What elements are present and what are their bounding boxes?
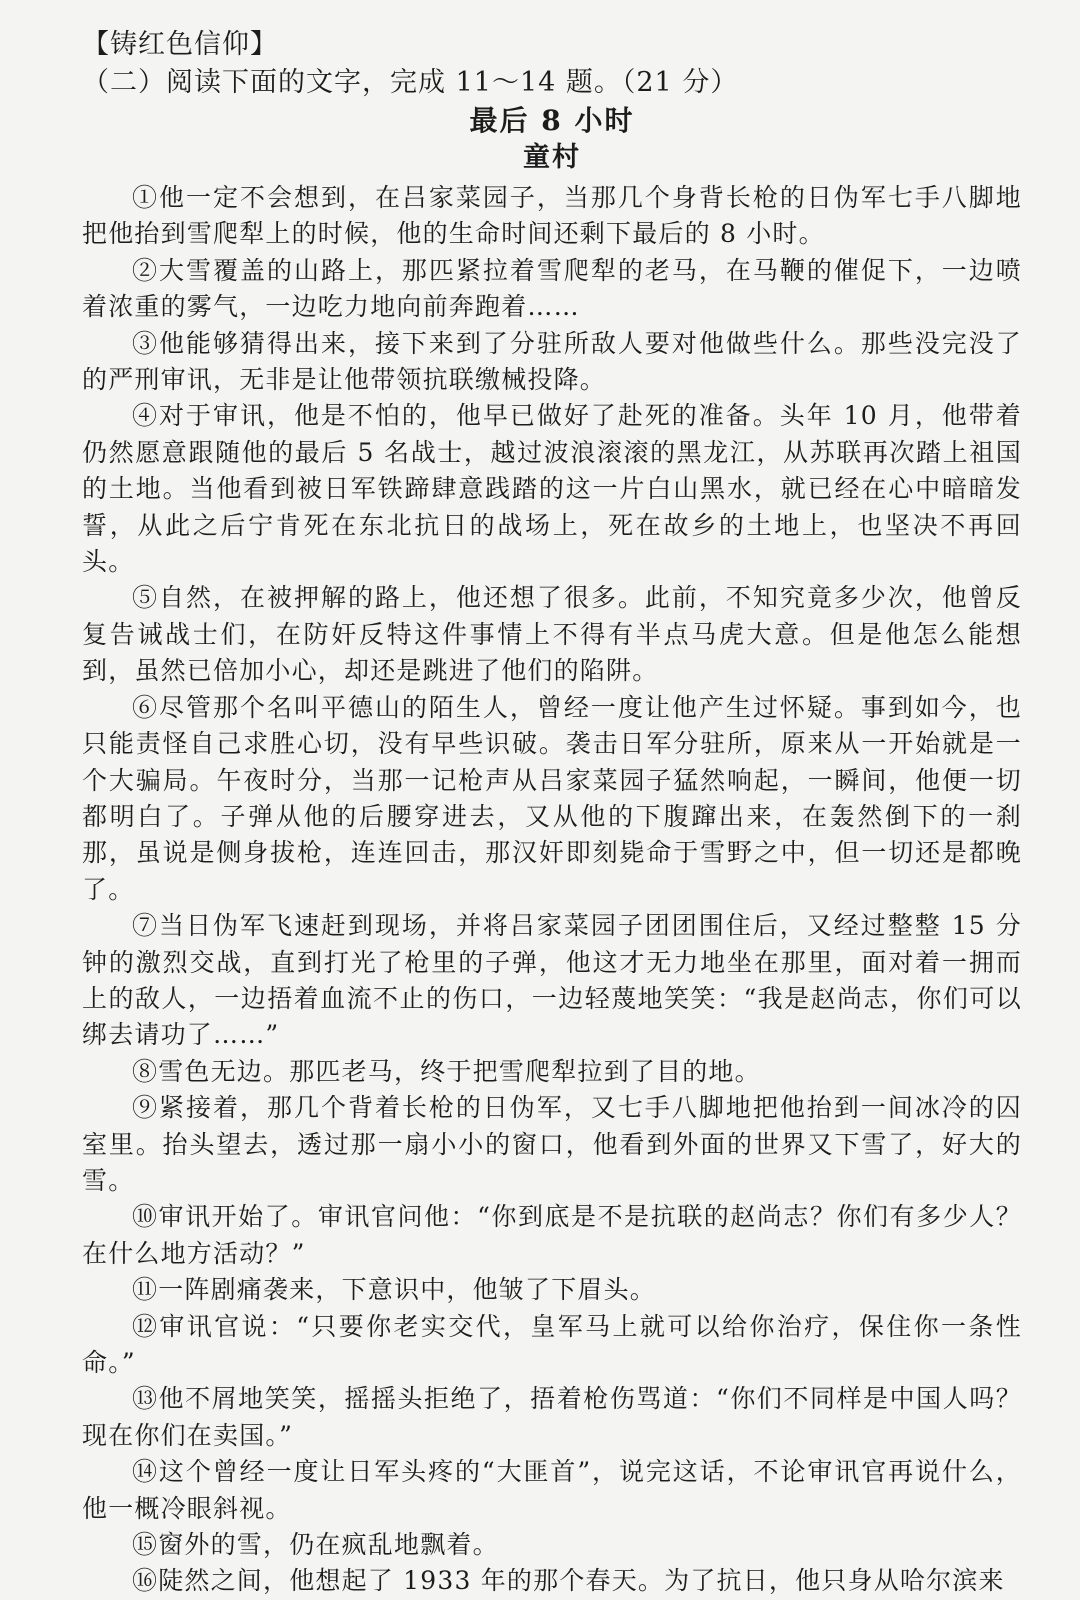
paragraph: ①他一定不会想到，在吕家菜园子，当那几个身背长枪的日伪军七手八脚地把他抬到雪爬犁上的时候，他的生命时间还剩下最后的 8 小时。 (82, 183, 1022, 249)
paragraph: ③他能够猜得出来，接下来到了分驻所敌人要对他做些什么。那些没完没了的严刑审讯，无非是让他带领抗联缴械投降。 (82, 328, 1022, 395)
paragraph: ⑪一阵剧痛袭来，下意识中，他皱了下眉头。 (132, 1275, 657, 1305)
paragraph: ⑭这个曾经一度让日军头疼的“大匪首”，说完这话，不论审讯官再说什么，他一概冷眼斜视。 (82, 1457, 1022, 1523)
paragraph: ⑨紧接着，那几个背着长枪的日伪军，又七手八脚地把他抬到一间冰冷的囚室里。抬头望去，透过那一扇小小的窗口，他看到外面的世界又下雪了，好大的雪。 (82, 1093, 1022, 1195)
paragraph: ⑫审讯官说：“只要你老实交代，皇军马上就可以给你治疗，保住你一条性命。” (82, 1311, 1022, 1377)
paragraph: ②大雪覆盖的山路上，那匹紧拉着雪爬犁的老马，在马鞭的催促下，一边喷着浓重的雾气，一边吃力地向前奔跑着…… (82, 255, 1022, 322)
article-title: 最后 8 小时 (469, 104, 635, 137)
paragraph: ⑤自然，在被押解的路上，他还想了很多。此前，不知究竟多少次，他曾反复告诫战士们，在防奸反特这件事情上不得有半点马虎大意。但是他怎么能想到，虽然已倍加小心，却还是跳进了他们的陷阱。 (82, 583, 1022, 686)
paragraph: ⑥尽管那个名叫平德山的陌生人，曾经一度让他产生过怀疑。事到如今，也只能责怪自己求胜心切，没有早些识破。袭击日军分驻所，原来从一开始就是一个大骗局。午夜时分，当那一记枪声从吕家菜园子猛然响起，一瞬间，他便一切都明白了。子弹从他的后腰穿进去，又从他的下腹蹿出来，在轰然倒下的一刹那，虽说是侧身拔枪，连连回击，那汉奸即刻毙命于雪野之中，但一切还是都晚了。 (82, 692, 1022, 904)
section-tag: 【铸红色信仰】 (82, 29, 278, 60)
paragraph: ⑩审讯开始了。审讯官问他：“你到底是不是抗联的赵尚志？你们有多少人？在什么地方活动？” (82, 1202, 1022, 1268)
paragraph: ⑦当日伪军飞速赶到现场，并将吕家菜园子团团围住后，又经过整整 15 分钟的激烈交战，直到打光了枪里的子弹，他这才无力地坐在那里，面对着一拥而上的敌人，一边捂着血流不止的伤口，一边轻蔑地笑笑：“我是赵尚志，你们可以绑去请功了……” (82, 911, 1022, 1050)
article-author: 童村 (523, 142, 581, 173)
paragraph: ⑯陡然之间，他想起了 1933 年的那个春天。为了抗日，他只身从哈尔滨来 (132, 1566, 1005, 1596)
paragraph: ⑬他不屑地笑笑，摇摇头拒绝了，捂着枪伤骂道：“你们不同样是中国人吗？现在你们在卖国。” (82, 1384, 1022, 1450)
question-instruction: （二）阅读下面的文字，完成 11～14 题。（21 分） (82, 67, 739, 98)
paragraph: ④对于审讯，他是不怕的，他早已做好了赴死的准备。头年 10 月，他带着仍然愿意跟随他的最后 5 名战士，越过波浪滚滚的黑龙江，从苏联再次踏上祖国的土地。当他看到被日军铁蹄肆意践踏的这一片白山黑水，就已经在心中暗暗发誓，从此之后宁肯死在东北抗日的战场上，死在故乡的土地上，也坚决不再回头。 (82, 401, 1022, 577)
paragraph: ⑮窗外的雪，仍在疯乱地飘着。 (132, 1530, 499, 1560)
article-body (82, 180, 1022, 1600)
paragraph: ⑧雪色无边。那匹老马，终于把雪爬犁拉到了目的地。 (132, 1056, 761, 1086)
